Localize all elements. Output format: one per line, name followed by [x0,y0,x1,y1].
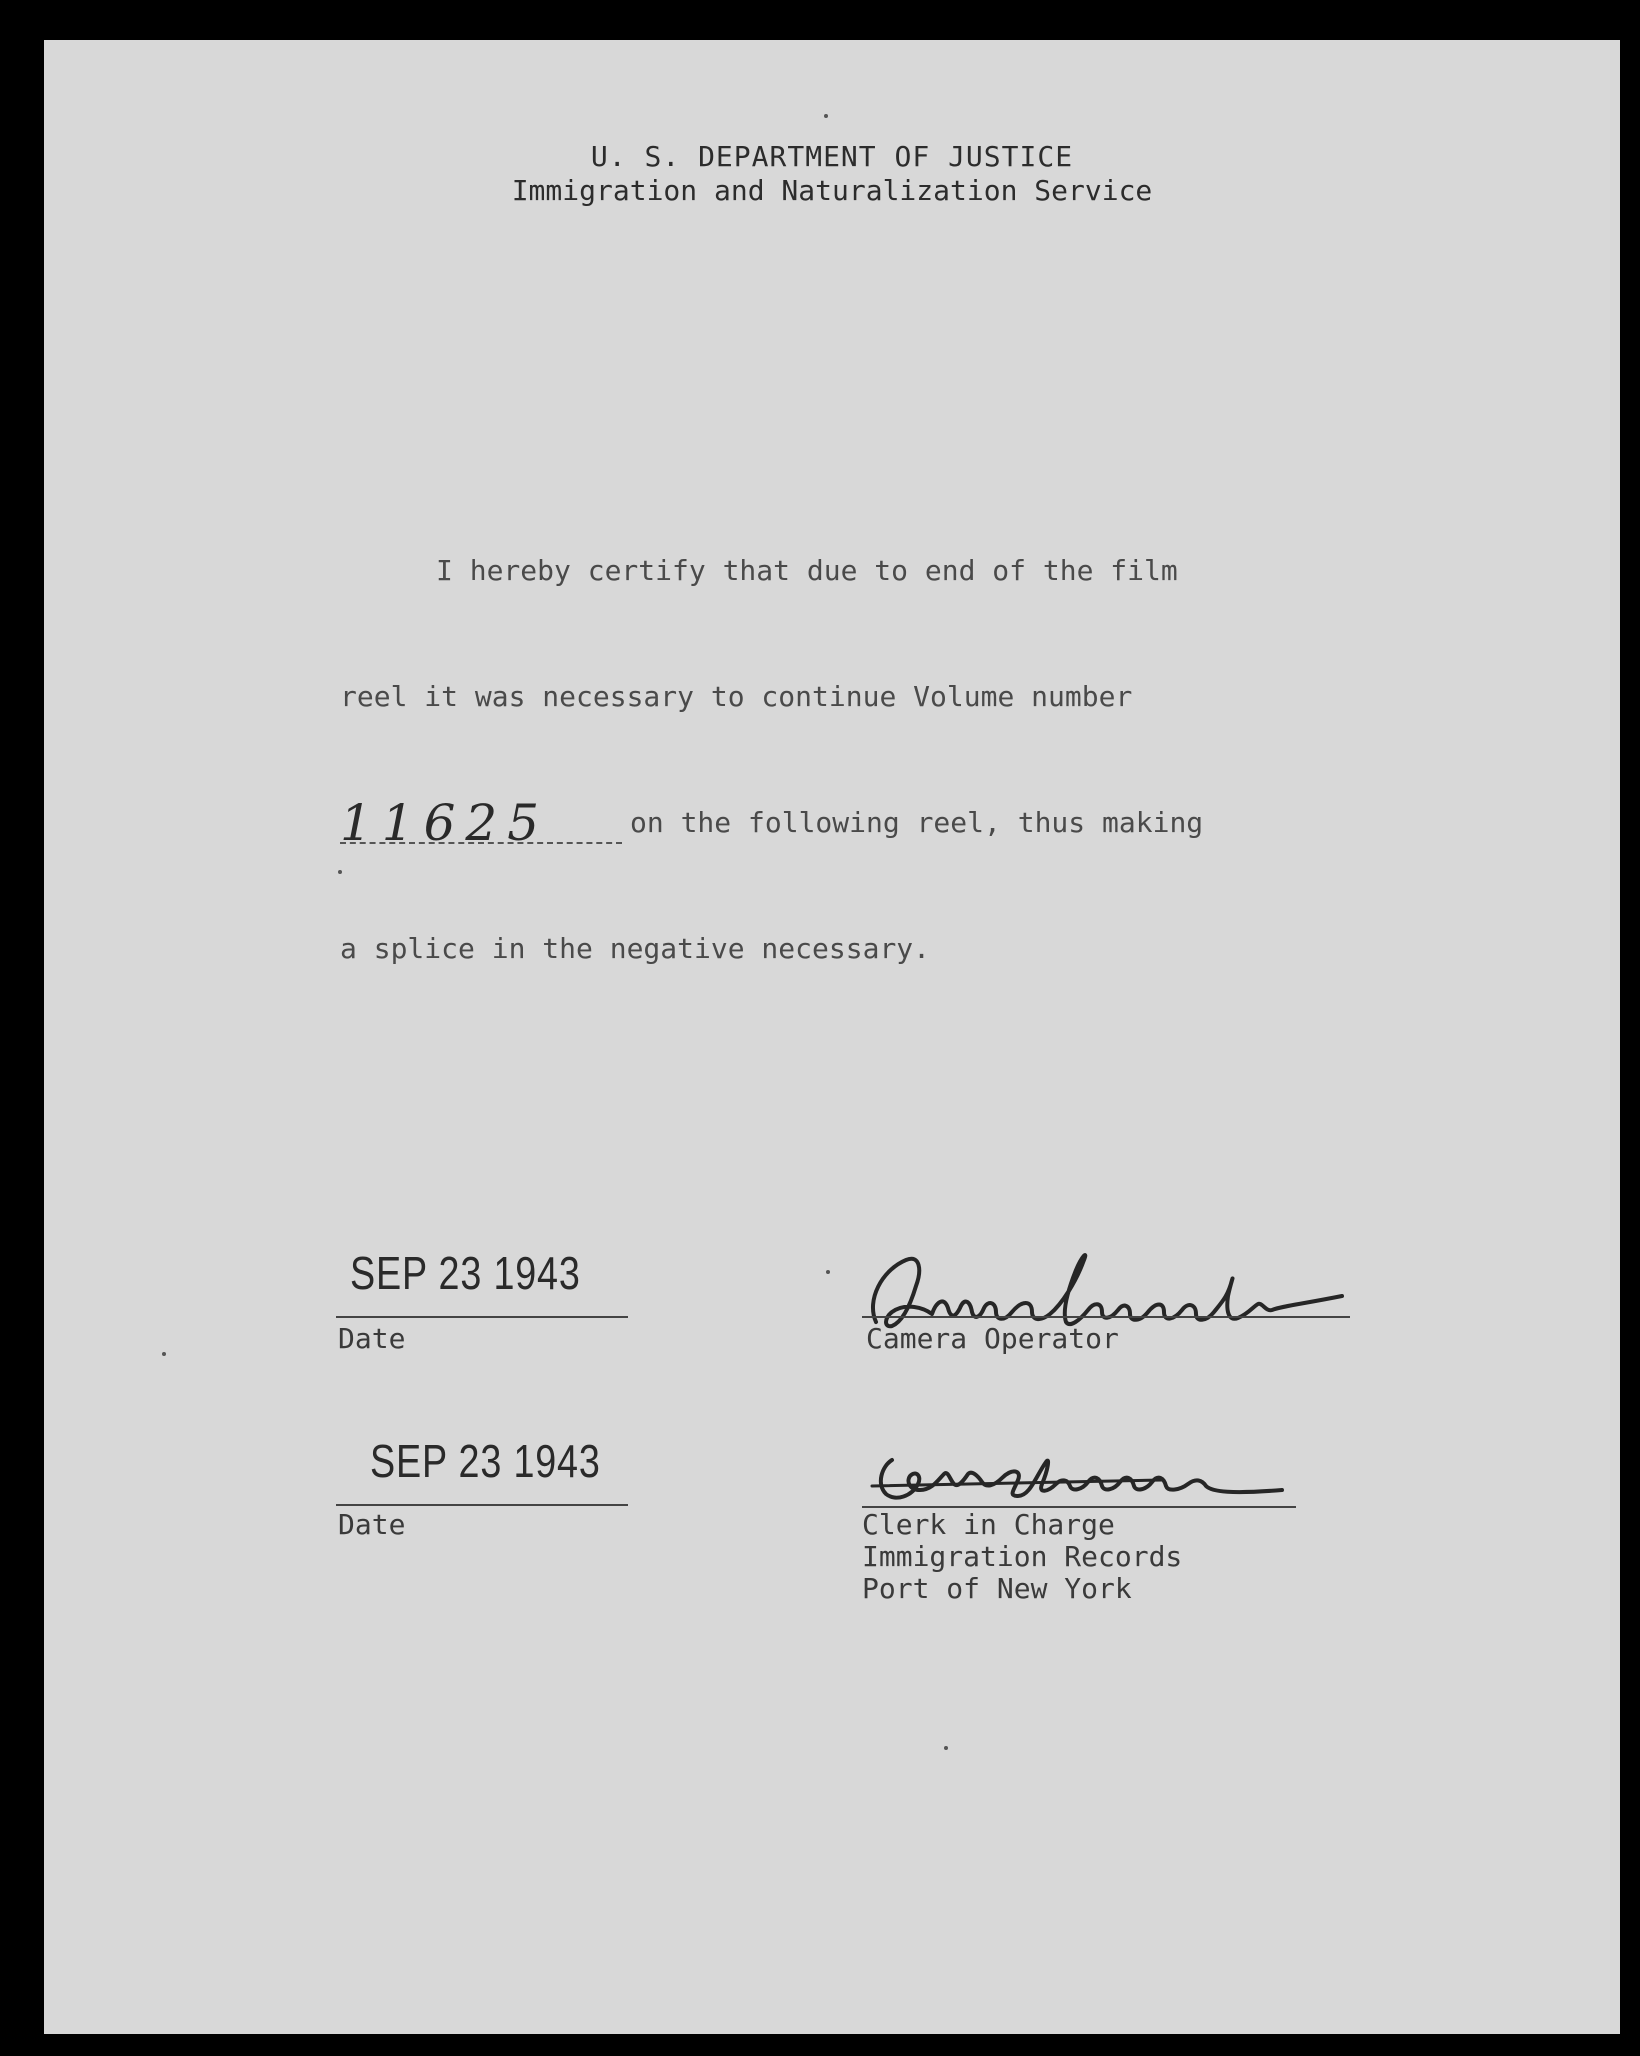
certificate-line-2: reel it was necessary to continue Volume number [340,680,1133,713]
clerk-title-2: Immigration Records [862,1540,1183,1573]
date-stamp-1: SEP 23 1943 [350,1247,581,1299]
date-rule-2 [336,1504,628,1506]
volume-number-underline [340,842,622,844]
date-stamp-2: SEP 23 1943 [370,1435,601,1487]
certificate-line-3: on the following reel, thus making [630,806,1204,839]
document-page [44,40,1620,2034]
dust-speck [338,870,342,874]
dust-speck [826,1270,830,1274]
date-label-1: Date [338,1322,406,1355]
volume-number-handwritten: 11625 [340,794,550,852]
camera-operator-rule [862,1316,1350,1318]
dust-speck [162,1352,166,1356]
dust-speck [944,1746,948,1750]
service-heading: Immigration and Naturalization Service [511,174,1153,207]
date-rule-1 [336,1316,628,1318]
certificate-line-4: a splice in the negative necessary. [340,932,931,965]
clerk-title-3: Port of New York [862,1572,1132,1605]
date-label-2: Date [338,1508,406,1541]
camera-operator-label: Camera Operator [866,1322,1119,1355]
certificate-line-1: I hereby certify that due to end of the film [436,554,1178,587]
department-heading: U. S. DEPARTMENT OF JUSTICE [590,140,1074,173]
dust-speck [824,114,828,118]
clerk-title-1: Clerk in Charge [862,1508,1115,1541]
